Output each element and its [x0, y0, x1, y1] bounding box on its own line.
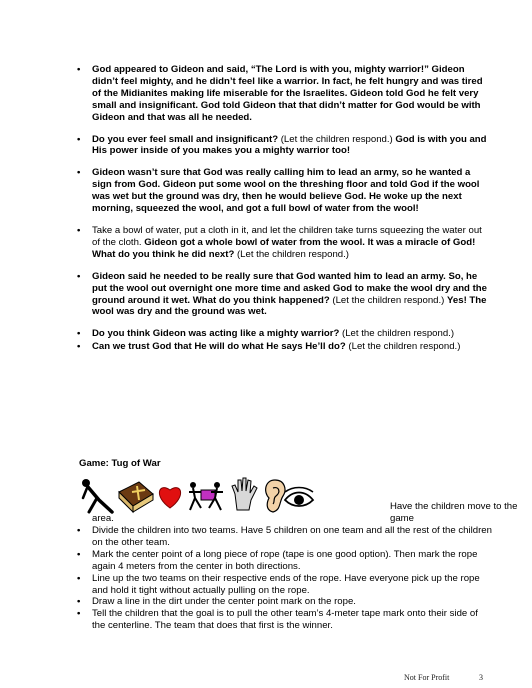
bold-text: Do you think Gideon was acting like a mighty warrior?	[92, 328, 340, 340]
story-bullet	[92, 271, 492, 319]
plain-text: (Let the children respond.)	[339, 328, 455, 340]
game-intro-text-continued: area.	[92, 513, 114, 524]
game-step: • Tell the children that the goal is to pull the other team’s 4-meter tape mark onto their side of the centerline. The team that does that first is the winner.	[92, 608, 492, 632]
story-bullet	[92, 341, 492, 353]
story-bullet	[92, 225, 492, 261]
bible-icon	[119, 482, 153, 512]
bold-text: Do you ever feel small and insignificant?	[92, 133, 279, 145]
game-step: • Line up the two teams on their respective ends of the rope. Have everyone pick up the rope and hold it tight without actually pulling on the rope.	[92, 573, 492, 597]
children-playing-icon	[189, 482, 223, 510]
hand-icon	[232, 478, 257, 510]
bold-text: Gideon got a whole bowl of water from the wool. It was a miracle of God! What do you think he did next?	[92, 236, 476, 260]
activity-icons	[79, 476, 379, 516]
plain-text: (Let the children respond.)	[234, 248, 349, 260]
game-step: • Divide the children into two teams. Have 5 children on one team and all the rest of the children on the other team.	[92, 525, 492, 549]
plain-text: (Let the children respond.)	[329, 294, 448, 306]
bold-text: Yes! The wool was dry and the ground was wet.	[92, 294, 487, 318]
bold-text: God is with you and His power inside of you makes you a mighty warrior too!	[92, 133, 487, 157]
story-bullet	[92, 64, 492, 124]
eye-icon	[285, 488, 313, 507]
story-bullet	[92, 167, 492, 215]
bold-text: Can we trust God that He will do what He says He’ll do?	[92, 341, 346, 353]
stretching-figure-icon	[82, 479, 112, 512]
story-bullet	[92, 328, 492, 340]
story-bullet-list	[92, 64, 492, 363]
story-bullet	[92, 134, 492, 158]
plain-text: (Let the children respond.)	[345, 341, 461, 353]
game-intro-text: Have the children move to the game	[390, 501, 518, 524]
game-heading: Game: Tug of War	[79, 458, 161, 469]
bold-text: Gideon wasn’t sure that God was really calling him to lead an army, so he wanted a sign from God. Gideon put some wool on the threshing floor and told God if the wool was wet but the ground was dry, then he would believe God. He woke up the next morning, squeezed the wool, and got a full bowl of water from the wool!	[92, 167, 480, 215]
heart-icon	[159, 488, 180, 508]
plain-text: (Let the children respond.)	[278, 133, 396, 145]
ear-icon	[266, 480, 285, 512]
game-step: • Mark the center point of a long piece of rope (tape is one good option). Then mark the rope again 4 meters from the center in both directions.	[92, 549, 492, 573]
game-steps-list	[92, 525, 492, 632]
page-number: 3	[479, 673, 483, 682]
plain-text: Take a bowl of water, put a cloth in it, and let the children take turns squeezing the water out of the cloth.	[92, 224, 482, 248]
bold-text: Gideon said he needed to be really sure that God wanted him to lead an army. So, he put the wool out overnight one more time and asked God to make the wool dry and the ground around it wet. What do you think happened?	[92, 270, 487, 306]
footer-label: Not For Profit	[404, 673, 450, 682]
bold-text: God appeared to Gideon and said, “The Lord is with you, mighty warrior!” Gideon didn’t feel mighty, and he didn’t feel like a warrior. In fact, he felt hungry and was tired of the Midianites making life miserable for the Israelites. Gideon told God he felt very small and insignificant. God told Gideon that that didn’t matter for God would be with Gideon and that was all he needed.	[92, 64, 483, 123]
game-step: • Draw a line in the dirt under the center point mark on the rope.	[92, 596, 492, 608]
